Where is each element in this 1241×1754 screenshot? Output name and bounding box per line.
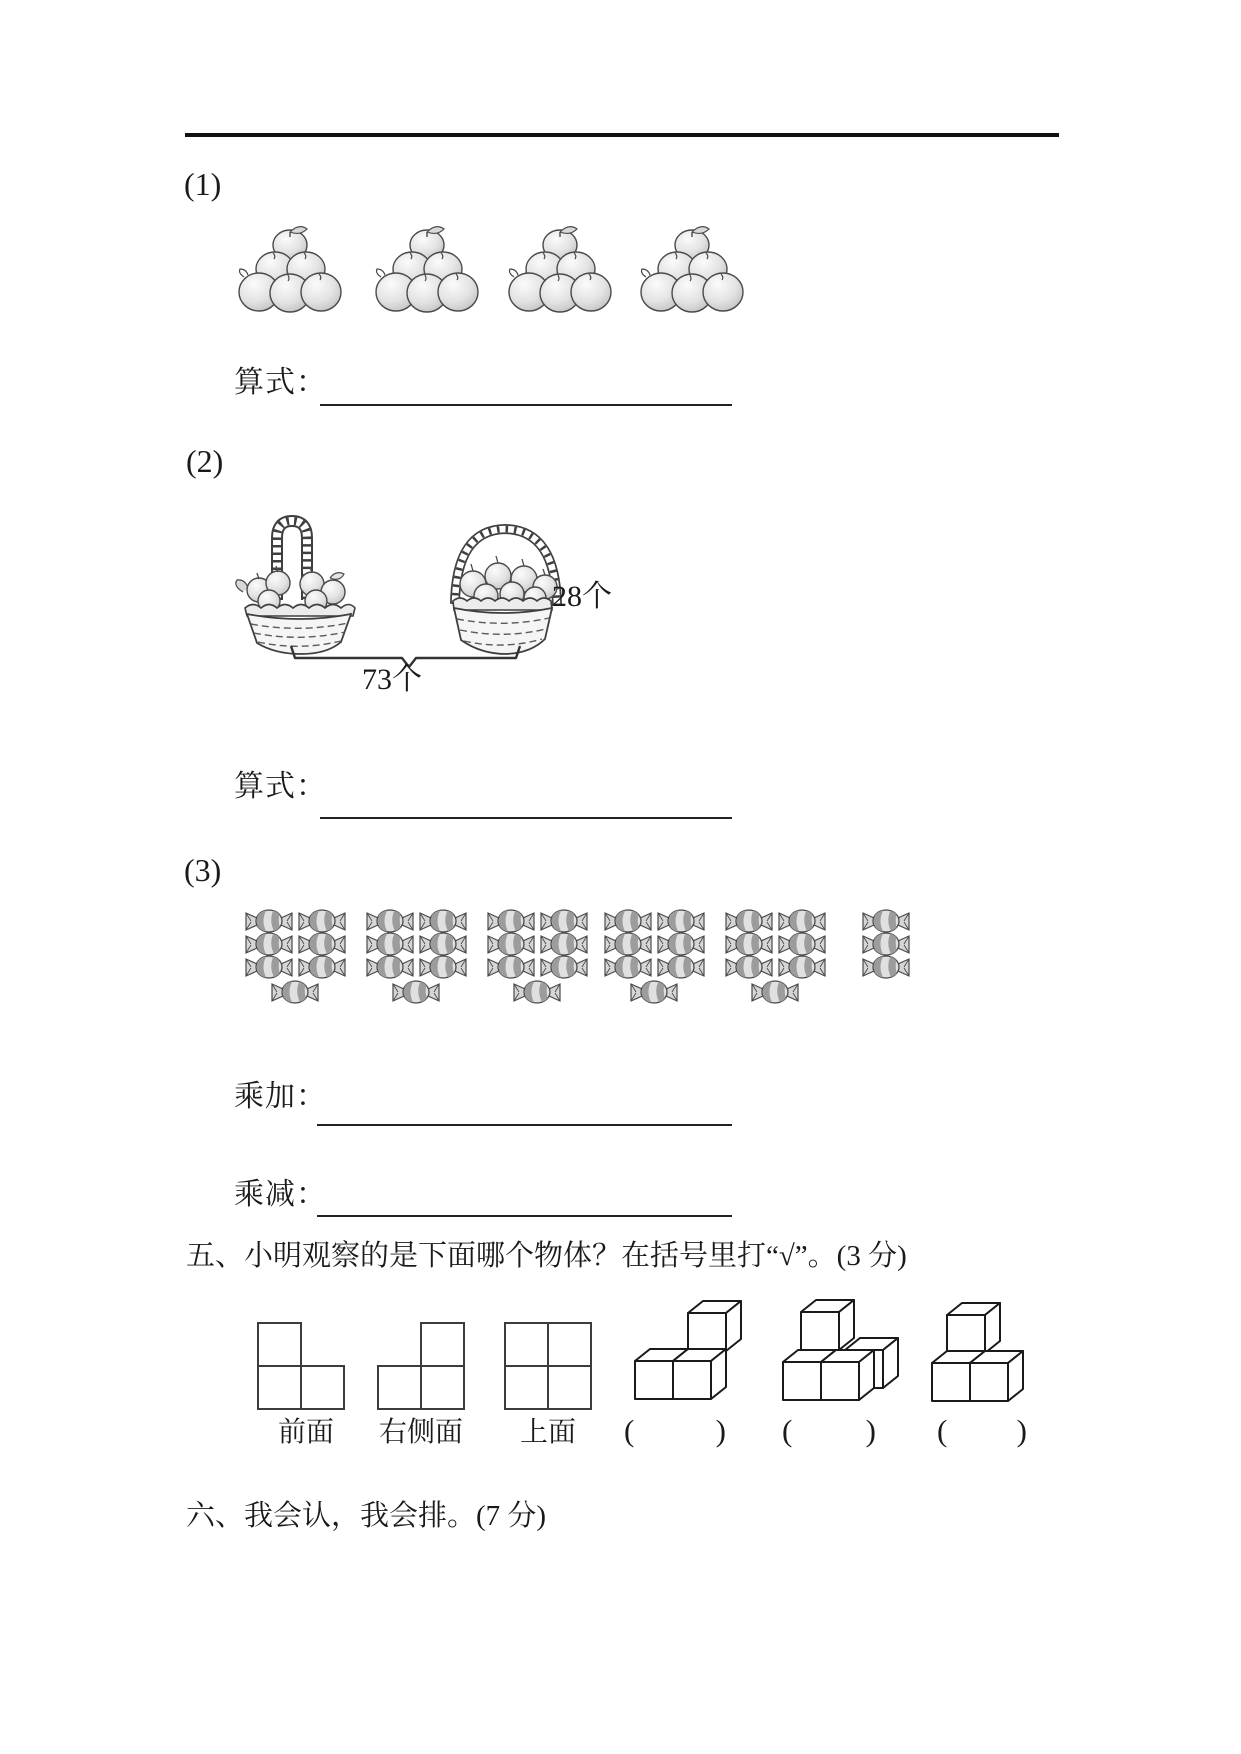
q3-multiply-subtract-prompt: 乘减： <box>234 1178 327 1211</box>
paren-open: ( <box>937 1413 948 1448</box>
q1-answer-blank[interactable] <box>320 374 732 406</box>
header-rule <box>185 133 1059 137</box>
paren-close: ) <box>1016 1413 1027 1448</box>
paren-open: ( <box>782 1413 793 1448</box>
front-view-shape <box>256 1321 346 1411</box>
q3-multiply-add-blank[interactable] <box>317 1094 732 1126</box>
section5-heading: 五、小明观察的是下面哪个物体？在括号里打“√”。(3 分) <box>186 1240 907 1272</box>
top-view-label: 上面 <box>519 1417 576 1448</box>
front-view-label: 前面 <box>277 1417 334 1448</box>
cube-option-3 <box>926 1293 1036 1405</box>
q2-equation-prompt: 算式： <box>234 770 327 803</box>
q1-equation-prompt: 算式： <box>234 366 327 399</box>
paren-close: ) <box>865 1413 876 1448</box>
right-side-view-label: 右侧面 <box>378 1417 463 1448</box>
q1-label: (1) <box>184 166 222 202</box>
answer-paren-2[interactable] <box>782 1415 876 1446</box>
q2-right-basket-count: 28个 <box>552 580 612 613</box>
q3-multiply-subtract-blank[interactable] <box>317 1185 732 1217</box>
candies-illustration <box>230 903 930 1007</box>
q2-answer-blank[interactable] <box>320 787 732 819</box>
cube-option-2 <box>778 1293 908 1405</box>
cube-option-1 <box>628 1293 748 1405</box>
answer-paren-1[interactable] <box>624 1415 726 1446</box>
answer-paren-3[interactable] <box>937 1415 1027 1446</box>
top-view-shape <box>503 1321 593 1411</box>
q2-total-count: 73个 <box>362 663 422 696</box>
q2-label: (2) <box>186 443 224 479</box>
right-side-view-shape <box>376 1321 466 1411</box>
paren-close: ) <box>715 1413 726 1448</box>
section6-heading: 六、我会认，我会排。(7 分) <box>186 1500 547 1532</box>
paren-open: ( <box>624 1413 635 1448</box>
q3-multiply-add-prompt: 乘加： <box>234 1080 327 1113</box>
apple-piles-illustration <box>230 224 750 318</box>
q3-label: (3) <box>184 852 222 888</box>
